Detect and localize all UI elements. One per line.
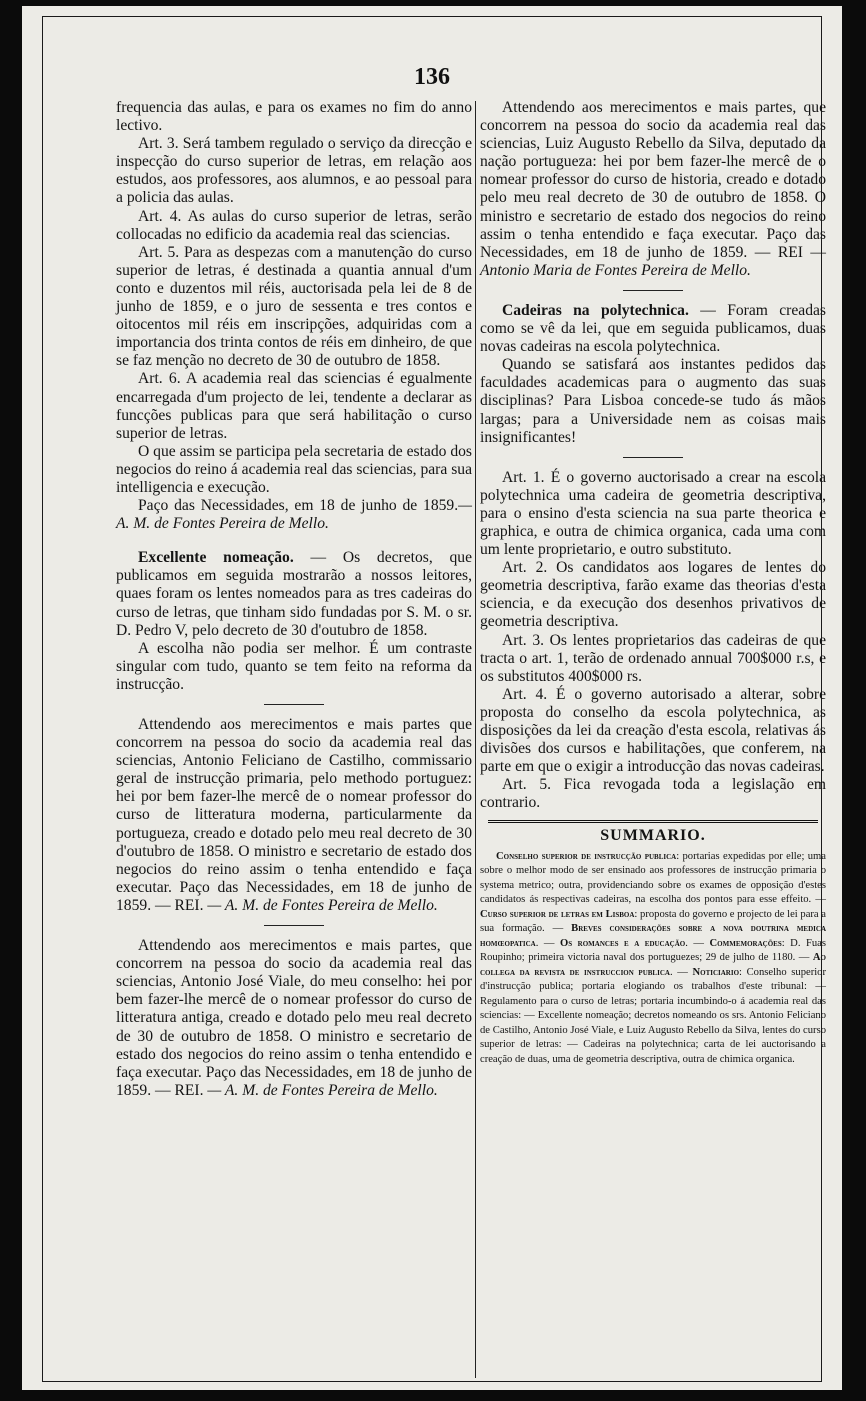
article-4: Art. 4. As aulas do curso superior de letras, serão collocadas no edificio da academia real das sciencias.	[116, 207, 472, 243]
decree-text: Attendendo aos merecimentos e mais partes que concorrem na pessoa do socio da academia real das sciencias, Antonio Feliciano de Castilho, commissario geral de instrucção primaria, pelo methodo portuguez: hei por bem fazer-lhe mercê de o nomear professor do curso de litteratura moderna, particularmente da portugueza, creado e dotado pelo meu real decreto de 30 d'outubro de 1858. O ministro e secretario de estado dos negocios do reino assim o tenha entendido e faça executar. Paço das Necessidades, em 18 de junho de 1859. — REI.	[116, 716, 472, 914]
paragraph: A escolha não podia ser melhor. É um contraste singular com tudo, quanto se tem feito na reforma da instrucção.	[116, 639, 472, 693]
summary-desc: : proposta do governo e projecto de lei para a sua formação. —	[480, 908, 826, 935]
summary-topic: Commemorações	[709, 937, 782, 949]
section-text: — Os decretos, que publicamos em seguida mostrarão a nossos leitores, quaes foram os lentes nomeados para as tres cadeiras do curso de letras, que tinham sido fundadas por S. M. o sr. D. Pedro V, pelo decreto de 30 d'outubro de 1858.	[116, 549, 472, 639]
summary-desc: : Conselho superior d'instrucção publica; portaria elogiando os trabalhos d'este tribunal: — Regulamento para o curso de letras; portaria incumbindo-o á academia real das sciencias: — Excellente nomeação; decretos nomeando os srs. Antonio Feliciano de Castilho, Antonio José Viale, e Luiz Augusto Rebello da Silva, lentes do curso superior de letras: — Cadeiras na polytechnica; carta de lei auctorisando a creação de duas, uma de geometria descriptiva, outra de chimica organica.	[480, 966, 826, 1065]
section-cadeiras-polytechnica	[480, 302, 826, 356]
summary-topic: Curso superior de letras em Lisboa	[480, 908, 635, 920]
double-rule	[488, 820, 818, 823]
signature-line	[116, 497, 472, 533]
column-divider	[475, 101, 476, 1378]
paragraph: O que assim se participa pela secretaria de estado dos negocios do reino á academia real das sciencias, para sua intelligencia e execução.	[116, 442, 472, 496]
section-excellente-nomeacao	[116, 549, 472, 639]
summary-topic: Ao collega da revista de instruccion publica	[480, 952, 826, 978]
signature: — A. M. de Fontes Pereira de Mello.	[203, 1081, 438, 1099]
date-text: Paço das Necessidades, em 18 de junho de 1859.	[138, 497, 459, 515]
summary-desc: : portarias expedidas por elle; uma sobre o melhor modo de ser ensinado aos professores de instrucção primaria o systema metrico; outra, providenciando sobre os exames de opposição d'estes candidatos ás respectivas cadeiras, na escolha dos pontos para esse effeito. —	[480, 850, 826, 906]
decree-viale	[116, 937, 472, 1100]
section-text: — Foram creadas como se vê da lei, que em seguida publicamos, duas novas cadeiras na escola polytechnica.	[480, 301, 827, 356]
decree-castilho	[116, 716, 472, 915]
summary-desc: . —	[685, 937, 710, 949]
paragraph: Quando se satisfará aos instantes pedidos das faculdades academicas para o augmento das suas disciplinas? Para Lisboa concede-se tudo ás mãos largas; para a Universidade nem as coisas mais insignificantes!	[480, 356, 826, 446]
paragraph: frequencia das aulas, e para os exames no fim do anno lectivo.	[116, 99, 472, 135]
article-6: Art. 6. A academia real das sciencias é egualmente encarregada d'um projecto de lei, tendente a declarar as funcções publicas para que será habilitação o curso superior de letras.	[116, 370, 472, 442]
summary-text	[480, 850, 826, 1068]
article-5: Art. 5. Para as despezas com a manutenção do curso superior de letras, é destinada a quantia annual d'um conto e duzentos mil réis, auctorisada pela lei de 8 de junho de 1859, e o juro de sessenta e tres contos e oitocentos mil réis em inscripções, adquiridas com a importancia dos trinta contos de réis em dinheiro, de que se faz menção no decreto de 30 de outubro de 1858.	[116, 243, 472, 370]
separator-rule	[623, 457, 683, 458]
law-article-5: Art. 5. Fica revogada toda a legislação em contrario.	[480, 776, 826, 812]
newspaper-page	[22, 6, 842, 1390]
signature: — A. M. de Fontes Pereira de Mello.	[203, 896, 438, 914]
summary-topic: Conselho superior de instrucção publica	[496, 850, 677, 862]
separator-rule	[264, 704, 324, 705]
section-heading: Cadeiras na polytechnica.	[502, 301, 689, 319]
summary-topic: Os romances e a educação	[560, 937, 686, 949]
summary-topic: Breves considerações sobre a nova doutrina medica homœopatica	[480, 923, 826, 949]
article-3: Art. 3. Será tambem regulado o serviço da direcção e inspecção do curso superior de letras, em relação aos estudos, aos professores, aos alumnos, e ao pessoal para a policia das aulas.	[116, 135, 472, 207]
left-column	[116, 99, 472, 1100]
law-article-3: Art. 3. Os lentes proprietarios das cadeiras de que tracta o art. 1, terão de ordenado annual 700$000 r.s, e os substitutos 400$000 rs.	[480, 631, 826, 685]
page-number: 136	[414, 64, 450, 90]
signature: Antonio Maria de Fontes Pereira de Mello.	[480, 261, 751, 279]
separator-rule	[264, 925, 324, 926]
separator-rule	[623, 290, 683, 291]
law-article-4: Art. 4. É o governo autorisado a alterar, sobre proposta do conselho da escola polytechnica, as disposições da lei da creação d'esta escola, relativas ás divisões dos cursos e habilitações, que conferem, na parte em que o exigir a introducção das novas cadeiras.	[480, 685, 826, 776]
summary-desc: . —	[669, 966, 693, 978]
summary-topic: Noticiario	[692, 966, 740, 978]
summary-desc: : D. Fuas Roupinho; primeira victoria naval dos portuguezes; 29 de julho de 1180. —	[480, 937, 827, 964]
law-article-1: Art. 1. É o governo auctorisado a crear na escola polytechnica uma cadeira de geometria descriptiva, para o ensino d'esta sciencia na sua parte theorica e graphica, e outra de chimica organica, cada uma com um lente proprietario, e outro substituto.	[480, 468, 826, 559]
law-article-2: Art. 2. Os candidatos aos logares de lentes do geometria descriptiva, farão exame das theorias d'esta sciencia, e da execução dos desenhos privativos de geometria descriptiva.	[480, 559, 826, 631]
decree-text: Attendendo aos merecimentos e mais partes, que concorrem na pessoa do socio da academia real das sciencias, Luiz Augusto Rebello da Silva, deputado da nação portugueza: hei por bem fazer-lhe mercê de o nomear professor do curso de historia, creado e dotado pelo meu real decreto de 30 de outubro de 1858. O ministro e secretario de estado dos negocios do reino assim o tenha entendido e faça executar. Paço das Necessidades, em 18 de junho de 1859. — REI —	[480, 99, 826, 261]
summary-title: SUMMARIO.	[600, 827, 706, 845]
section-heading: Excellente nomeação.	[138, 549, 294, 567]
summary-desc: . —	[535, 937, 561, 949]
decree-rebello	[480, 99, 826, 280]
right-column	[480, 99, 826, 1067]
decree-text: Attendendo aos merecimentos e mais partes, que concorrem na pessoa do socio da academia real das sciencias, Antonio José Viale, do meu conselho: hei por bem fazer-lhe mercê de o nomear professor do curso de litteratura antiga, creado e dotado pelo meu real decreto de 30 de outubro de 1858. O ministro e secretario de estado dos negocios do reino assim o tenha entendido e faça executar. Paço das Necessidades, em 18 de junho de 1859. — REI.	[116, 937, 472, 1099]
signature: — A. M. de Fontes Pereira de Mello.	[116, 497, 472, 533]
